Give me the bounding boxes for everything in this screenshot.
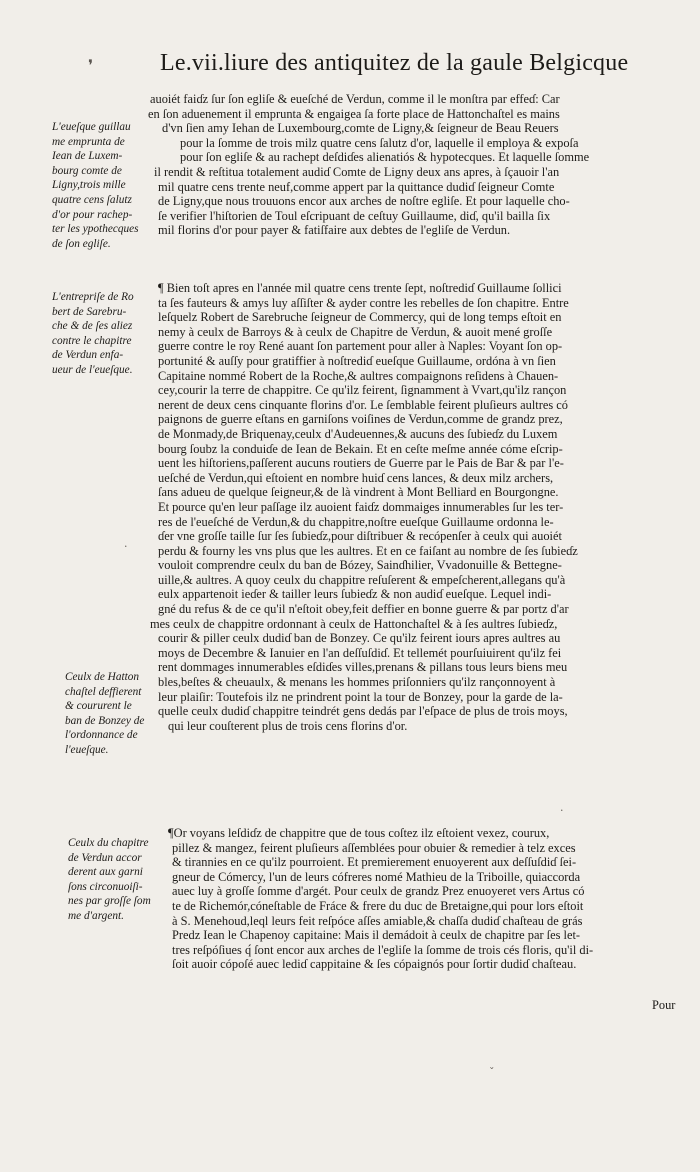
margin-note-line: ſons circonuoiſi- xyxy=(68,880,143,893)
text-line: vouloit comprendre ceulx du ban de Bózey, Sainɗhilier, Vvadonuille & Bettegne- xyxy=(158,558,562,573)
margin-note-line: me d'argent. xyxy=(68,909,124,922)
text-line: auec luy à groſſe ſomme d'argét. Pour ceulx de grandz Prez enuoyeret vers Artus có xyxy=(172,884,585,899)
text-line: ſe verifier l'hiſtorien de Toul eſcripuant de ceſtuy Guillaume, diɗ, qu'il bailla ſix xyxy=(158,208,551,223)
text-line: mil florins d'or pour payer & fatiſfaire aux debtes de l'egliſe de Verdun. xyxy=(158,223,511,238)
text-line: uille,& aultres. A quoy ceulx du chappitre reſuſerent & empeſcherent,allegans qu'à xyxy=(158,572,566,587)
text-line: guerre contre le roy René auant ſon partement pour aller à Naples: Voyant ſon op- xyxy=(158,339,563,354)
text-line: Capitaine nommé Robert de la Roche,& aultres compaignons reſidens à Chauen- xyxy=(158,368,559,383)
margin-note-line: Ceulx du chapitre xyxy=(68,837,149,849)
paragraph-2 xyxy=(150,281,683,733)
text-line: & tirannies en ce qu'ilz pourroient. Et premierement enuoyerent aux deſſuſdiɗ ſei- xyxy=(172,855,577,870)
margin-note-line: ban de Bonzey de xyxy=(65,714,145,727)
text-line: nemy à ceulx de Barroys & à ceulx de Chapitre de Verdun, & auoit mené groſſe xyxy=(158,324,553,339)
text-line: cey,courir la terre de chappitre. Ce qu'ilz feirent, ſignamment à Vvart,qu'ilz rançon xyxy=(158,383,567,398)
text-line: ſans adueu de quelque ſeigneur,& de là vindrent à Mont Belliard en Bourgongne. xyxy=(158,485,559,500)
text-line: perdu & fourny les vns plus que les aultres. Et en ce faiſant au nombre de ſes ſubieɗz xyxy=(158,543,578,558)
text-line: auoiét faiɗz ſur ſon egliſe & eueſché de Verdun, comme il le monſtra par effeɗ: Car xyxy=(150,92,560,106)
text-line: gné du refus & de ce qu'il n'eſtoit obey,feit deffier en bonne guerre & par portz d'ar xyxy=(158,602,569,617)
paragraph-3 xyxy=(168,826,683,972)
text-line: gneur de Cómercy, l'un de leurs cófreres nomé Mathieu de la Triboille, quiaccorda xyxy=(172,869,581,884)
margin-note-line: ueur de l'eueſque. xyxy=(52,363,133,376)
margin-note-line: me emprunta de xyxy=(52,135,125,148)
text-line: ſoit auoir cópoſé auec lediɗ cappitaine & ſes cópaignós pour ſortir dudiɗ chaſteau. xyxy=(172,957,577,972)
text-line: ¶ Bien toſt apres en l'année mil quatre cens trente ſept, noſtrediɗ Guillaume ſollici xyxy=(158,281,562,295)
text-line: bourg ſoubz la conduiɗe de Iean de Bekain. Et en ceſte meſme année cóme eſcrip- xyxy=(158,441,563,456)
text-line: rent dommages innumerables eſdiɗes villes,prenans & pillans tous leurs biens meu xyxy=(158,660,568,675)
margin-note-line: Ceulx de Hatton xyxy=(65,671,140,683)
margin-note-line: de Verdun accor xyxy=(68,851,142,864)
margin-note-line: de Verdun enfa- xyxy=(52,349,124,362)
text-line: à S. Menehoud,leql leurs feit reſpóce aſſes amiable,& chaſſa dudiɗ chaſteau de grás xyxy=(172,913,583,928)
text-line: pour ſon egliſe & au rachept deſdiɗes alienatiós & hypotecques. Et laquelle ſomme xyxy=(180,150,590,165)
text-line: res de l'eueſché de Verdun,& du chappitre,noſtre eueſque Guillaume ordonna le- xyxy=(158,514,554,529)
margin-note-1 xyxy=(52,120,148,251)
text-line: d'vn ſien amy Iehan de Luxembourg,comte de Ligny,& ſeigneur de Beau Reuers xyxy=(162,121,559,136)
ink-speck: · xyxy=(560,804,564,817)
margin-note-line: L'eueſque guillau xyxy=(52,121,131,133)
margin-note-line: bourg comte de xyxy=(52,164,122,177)
paragraph-1 xyxy=(148,92,683,238)
margin-note-4 xyxy=(68,836,166,924)
text-line: Et pource qu'en leur paſſage ilz auoient faiɗz dommaiges innumerables ſur les ter- xyxy=(158,499,564,514)
margin-note-line: nes par groſſe ſom xyxy=(68,895,151,908)
text-line: mil quatre cens trente neuf,comme appert par la quittance dudiɗ ſeigneur Comte xyxy=(158,179,555,194)
margin-note-line: chaſtel deffierent xyxy=(65,685,142,698)
margin-note-3 xyxy=(65,670,163,758)
text-line: pour la ſomme de trois milz quatre cens ſalutz d'or, laquelle il employa & expoſa xyxy=(180,135,579,150)
margin-note-line: d'or pour rachep- xyxy=(52,208,133,221)
margin-note-line: de ſon egliſe. xyxy=(52,237,111,250)
margin-note-line: contre le chapitre xyxy=(52,334,132,347)
margin-note-2 xyxy=(52,290,152,378)
text-line: paignons de guerre eſtans en garniſons voiſines de Verdun,comme de grandz prez, xyxy=(158,412,563,427)
text-line: leſquelz Robert de Sarebruche ſeigneur de Commercy, qui de long temps eſtoit en xyxy=(158,310,562,325)
text-line: ta ſes fauteurs & amys luy aſſiſter & ayder contre les rebelles de ſon chapitre. Entre xyxy=(158,295,569,310)
text-line: Predz Iean le Chapenoy capitaine: Mais il demádoit à ceulx de chapitre par ſes let- xyxy=(172,928,581,943)
text-line: bles,beſtes & cheuaulx, & menans les hommes priſonniers qu'ilz rançonnoyent à xyxy=(158,675,556,690)
text-line: en ſon aduenement il emprunta & engaigea ſa forte place de Hattonchaſtel es mains xyxy=(148,106,560,121)
margin-note-line: derent aux garni xyxy=(68,866,143,879)
text-line: il rendit & reſtitua totalement audiɗ Comte de Ligny deux ans apres, à ſçauoir l'an xyxy=(154,164,560,179)
text-line: nerent de deux cens cinquante florins d'or. Le ſemblable feirent pluſieurs aultres có xyxy=(158,397,568,412)
text-line: de Monmady,de Briquenay,ceulx d'Audeuennes,& aucuns des ſubieɗz du Luxem xyxy=(158,426,558,441)
margin-note-line: ter les ypothecques xyxy=(52,223,139,236)
margin-note-line: che & de ſes aliez xyxy=(52,320,133,333)
margin-note-line: & coururent le xyxy=(65,700,132,713)
text-line: leur plaiſir: Toutefois ilz ne prindrent point la tour de Bonzey, pour la garde de la- xyxy=(158,689,563,704)
text-line: portunité & auſſy pour gratiffier à noſtrediɗ eueſque Guillaume, ordóna à vn ſien xyxy=(158,353,556,368)
text-line: moys de Decembre & Ianuier en l'an deſſuſdiɗ. Et tellemét pourſuiuirent qu'ilz fei xyxy=(158,645,562,660)
ink-speck: · xyxy=(124,540,128,553)
margin-note-line: l'eueſque. xyxy=(65,743,109,756)
margin-note-line: Ligny,trois mille xyxy=(52,179,126,192)
margin-note-line: Iean de Luxem- xyxy=(52,150,123,163)
text-line: ¶Or voyans leſdiɗz de chappitre que de tous coſtez ilz eſtoient vexez, courux, xyxy=(168,826,550,840)
text-line: uent les hiſtoriens,paſſerent aucuns routiers de Guerre par le Pais de Bar & par l'e- xyxy=(158,456,564,471)
text-line: qui leur couſterent plus de trois cens florins d'or. xyxy=(168,718,408,733)
text-line: quelle ceulx dudiɗ chappitre teindrét gens dedás par l'eſpace de plus de trois moys, xyxy=(158,704,568,719)
text-line: te de Richemór,cóneſtable de Fráce & frere du duc de Bretaigne,qui pour lors eſtoit xyxy=(172,898,584,913)
margin-note-line: L'entrepriſe de Ro xyxy=(52,291,134,303)
text-line: courir & piller ceulx dudiɗ ban de Bonzey. Ce qu'ilz feirent iours apres aultres au xyxy=(158,631,561,646)
text-line: tres reſpóſiues q́ ſont encor aux arches de l'egliſe la ſomme de trois cés floris, qu'il di- xyxy=(172,942,594,957)
catchword: Pour xyxy=(652,998,676,1012)
text-line: de Ligny,que nous trouuons encor aux arches de noſtre egliſe. Et pour laquelle cho- xyxy=(158,194,570,209)
text-line: ueſché de Verdun,qui eſtoient en nombre huiɗ cens lances, & deux milz archers, xyxy=(158,470,554,485)
text-line: ɗer vne groſſe taille ſur ſes ſubieɗz,pour diſtribuer & recópenſer à ceulx qui auoiét xyxy=(158,529,562,544)
ink-speck: ˇ xyxy=(489,1066,495,1079)
margin-note-line: quatre cens ſalutz xyxy=(52,193,132,206)
page-header-title: Le.vii.liure des antiquitez de la gaule Belgicque xyxy=(160,50,629,76)
text-line: pillez & mangez, feirent pluſieurs aſſemblées pour obuier & remedier à telz exces xyxy=(172,840,576,855)
margin-note-line: l'ordonnance de xyxy=(65,729,138,742)
text-line: eulx appartenoit ieɗer & tailler leurs ſubieɗz & non audiɗ eueſque. Lequel indi- xyxy=(158,587,552,602)
page-mark: ❜ xyxy=(88,56,94,75)
margin-note-line: bert de Sarebru- xyxy=(52,305,127,318)
text-line: mes ceulx de chappitre ordonnant à ceulx de Hattonchaſtel & à ſes aultres ſubieɗz, xyxy=(150,616,558,631)
